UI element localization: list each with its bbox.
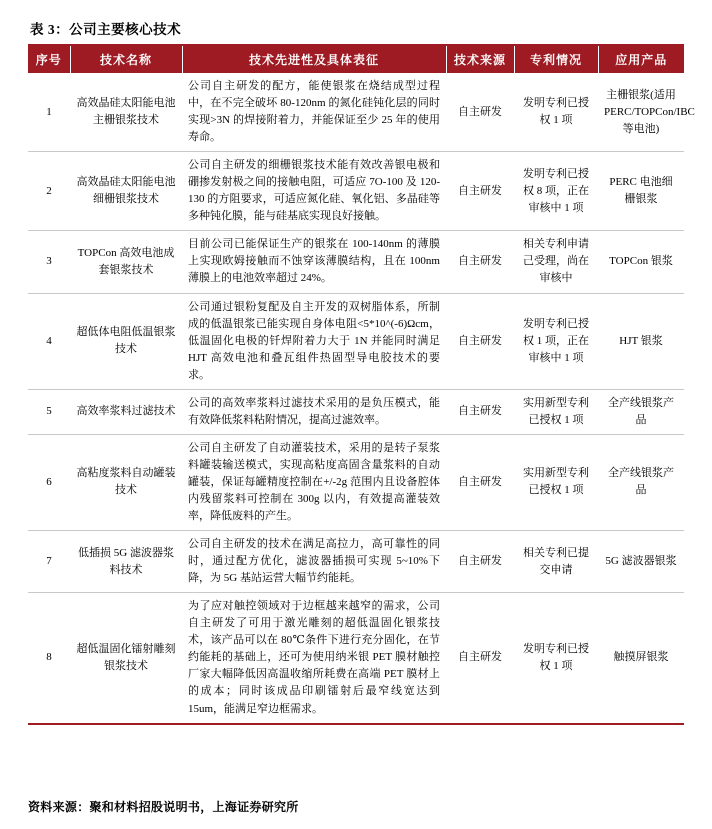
- table-row: [28, 434, 684, 530]
- cell-description: 公司通过银粉复配及自主开发的双树脂体系，所制成的低温银浆已能实现自身体电阻<5*10^(-6)Ωcm，低温固化电极的钎焊附着力大于 1N 并能同时满足 HJT 高效电池和叠瓦组件热固型导电胶技术的要求。: [182, 293, 446, 389]
- table-body: [28, 73, 695, 724]
- cell-patent: 相关专利已提交申请: [514, 531, 598, 593]
- cell-name: 低插损 5G 滤波器浆料技术: [70, 531, 182, 593]
- page-title: 表 3：公司主要核心技术: [30, 22, 182, 37]
- cell-source: 自主研发: [446, 389, 514, 434]
- cell-product: 5G 滤波器银浆: [598, 531, 684, 593]
- cell-no: 3: [28, 231, 70, 293]
- cell-patent: 相关专利申请己受理，尚在审核中: [514, 231, 598, 293]
- column-header-patent: 专利情况: [514, 45, 598, 73]
- cell-name: 高效晶硅太阳能电池细栅银浆技术: [70, 152, 182, 231]
- cell-name: 高效晶硅太阳能电池主栅银浆技术: [70, 73, 182, 152]
- cell-no: 8: [46, 651, 52, 664]
- cell-product: TOPCon 银浆: [598, 231, 684, 293]
- cell-description: 公司自主研发的细栅银浆技术能有效改善银电极和硼掺发射极之间的接触电阻，可适应 7O-100 及 120-130 的方阻要求，可适应氮化硅、氧化铝、多晶硅等多种钝化膜，能与硅基底实现良好接触。: [182, 152, 446, 231]
- cell-name: TOPCon 高效电池成套银浆技术: [70, 231, 182, 293]
- column-header-description: 技术先进性及具体表征: [182, 45, 446, 73]
- table-row: [28, 593, 684, 724]
- cell-source: 自主研发: [446, 73, 514, 152]
- cell-no: 1: [28, 73, 70, 152]
- table-row: [28, 152, 684, 231]
- cell-source: 自主研发: [446, 434, 514, 530]
- table-header: [28, 45, 684, 73]
- cell-patent: 实用新型专利已授权 1 项: [514, 434, 598, 530]
- source-note: 资料来源：聚和材料招股说明书，上海证券研究所: [28, 800, 299, 814]
- cell-source: 自主研发: [458, 651, 502, 664]
- cell-source: 自主研发: [446, 231, 514, 293]
- table-row: [28, 531, 684, 593]
- cell-patent: 实用新型专利已授权 1 项: [514, 389, 598, 434]
- table-row: [28, 73, 684, 152]
- table-row: [28, 231, 684, 293]
- cell-description: 目前公司已能保证生产的银浆在 100-140nm 的薄膜上实现欧姆接触而不蚀穿该薄膜结构，且在 100nm 薄膜上的电池效率超过 24%。: [182, 231, 446, 293]
- core-technology-table: [28, 44, 695, 725]
- cell-no: 7: [28, 531, 70, 593]
- cell-name: 高效率浆料过滤技术: [70, 389, 182, 434]
- cell-source: 自主研发: [446, 531, 514, 593]
- cell-name: 高粘度浆料自动罐装技术: [70, 434, 182, 530]
- column-header-source: 技术来源: [446, 45, 514, 73]
- cell-description: 公司的高效率浆料过滤技术采用的是负压模式，能有效降低浆料粘附情况，提高过滤效率。: [182, 389, 446, 434]
- cell-description: 公司自主研发的配方，能使银浆在烧结成型过程中，在不完全破坏 80-120nm 的氮化硅钝化层的同时实现>3N 的焊接附着力，并能保证至少 25 年的使用寿命。: [182, 73, 446, 152]
- cell-patent: 发明专利已授权 8 项，正在审核中 1 项: [514, 152, 598, 231]
- cell-name: 超低温固化镭射雕刻银浆技术: [76, 642, 176, 672]
- cell-description: 公司自主研发的技术在满足高拉力，高可靠性的同时，通过配方优化，滤波器插损可实现 5~10%下降，为 5G 基站运营大幅节约能耗。: [182, 531, 446, 593]
- cell-source: 自主研发: [446, 152, 514, 231]
- table-row: [28, 293, 684, 389]
- cell-no: 4: [28, 293, 70, 389]
- cell-name: 超低体电阻低温银浆技术: [70, 293, 182, 389]
- cell-product: PERC 电池细栅银浆: [598, 152, 684, 231]
- cell-no: 2: [28, 152, 70, 231]
- cell-description: 公司自主研发了自动灌装技术，采用的是转子泵浆料罐装输送模式，实现高粘度高固含量浆料的自动罐装，保证每罐精度控制在+/-2g 范围内且设备腔体内残留浆料可控制在 300g 以内，有效提高灌装效率，降低废料的产生。: [182, 434, 446, 530]
- cell-description: 为了应对触控领域对于边框越来越窄的需求，公司自主研发了可用于激光雕刻的超低温固化银浆技术，该产品可以在 80℃条件下进行充分固化，在节约能耗的基础上，还可为使用纳米银 PET 膜材触控厂家大幅降低因高温收缩所耗费在高端 PET 膜材上的成本；同时该成品印刷镭射后最窄线宽达到 15um，能满足窄边框需求。: [188, 600, 440, 715]
- cell-patent: 发明专利已授权 1 项，正在审核中 1 项: [514, 293, 598, 389]
- column-header-name: 技术名称: [70, 45, 182, 73]
- cell-patent: 发明专利已授权 1 项: [514, 73, 598, 152]
- cell-product: 主栅银浆(适用 PERC/TOPCon/IBC 等电池): [598, 73, 684, 152]
- column-header-product: 应用产品: [598, 45, 684, 73]
- table-header-row: [28, 45, 684, 73]
- cell-patent: 发明专利已授权 1 项: [523, 642, 589, 672]
- cell-no: 5: [28, 389, 70, 434]
- column-header-no: 序号: [28, 45, 70, 73]
- cell-product: HJT 银浆: [598, 293, 684, 389]
- cell-source: 自主研发: [446, 293, 514, 389]
- cell-product: 触摸屏银浆: [613, 651, 669, 664]
- cell-no: 6: [28, 434, 70, 530]
- table-row: [28, 389, 684, 434]
- cell-product: 全产线银浆产品: [598, 434, 684, 530]
- cell-product: 全产线银浆产品: [598, 389, 684, 434]
